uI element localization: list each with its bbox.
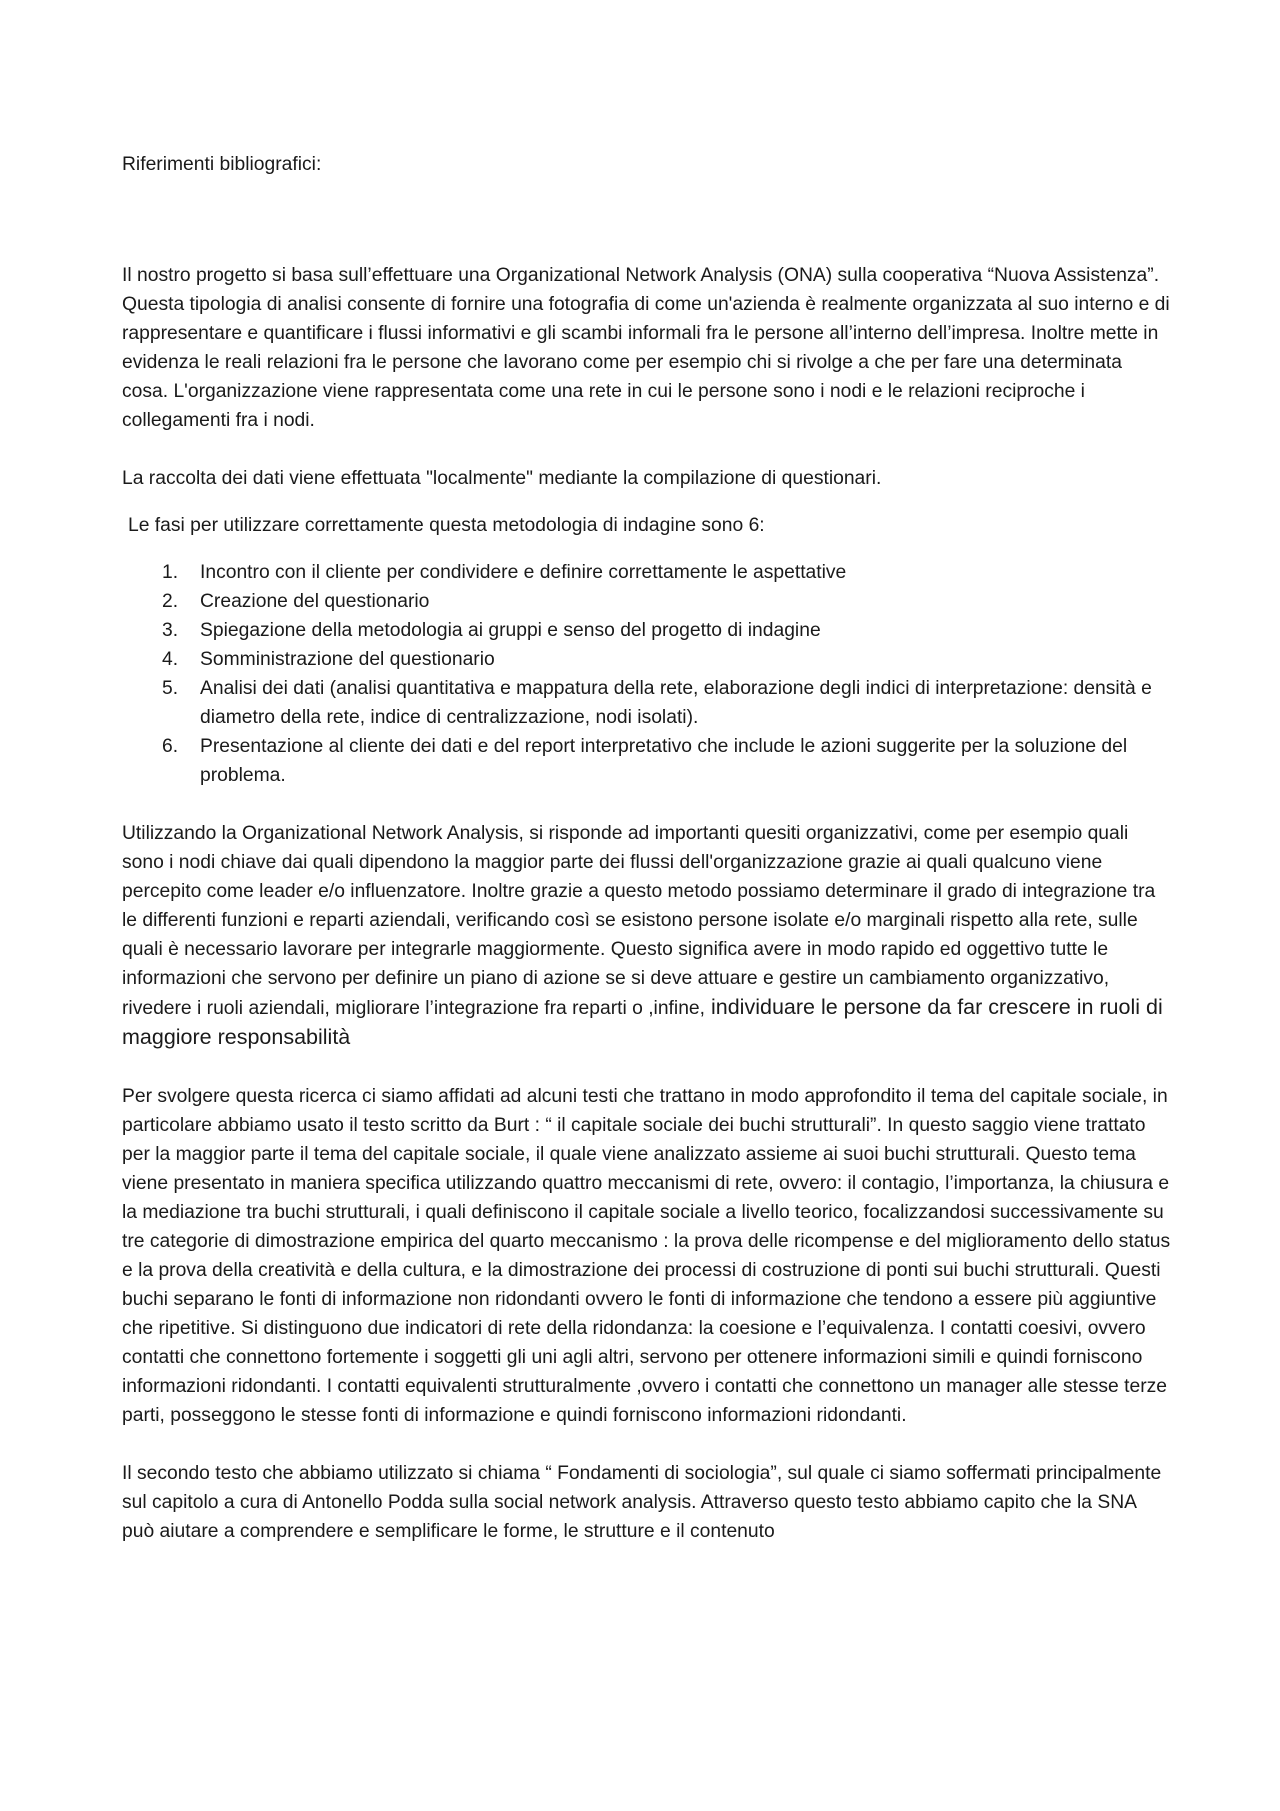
spacer <box>122 1053 1172 1082</box>
ona-paragraph-tail: individuare le persone da far crescere in ruoli di maggiore responsabilità <box>122 995 1163 1049</box>
spacer <box>122 540 1172 558</box>
secondo-paragraph: Il secondo testo che abbiamo utilizzato si chiama “ Fondamenti di sociologia”, sul quale ci siamo soffermati principalmente sul capitolo a cura di Antonello Podda sulla social network analysis. Attraverso questo testo abbiamo capito che la SNA può aiutare a comprendere e semplificare le forme, le strutture e il contenuto <box>122 1463 1162 1542</box>
spacer <box>122 790 1172 819</box>
fasi-intro: Le fasi per utilizzare correttamente questa metodologia di indagine sono 6: <box>128 515 765 536</box>
spacer <box>122 493 1172 511</box>
list-item <box>122 732 1172 790</box>
document-page <box>122 150 1172 1546</box>
intro-paragraph: Il nostro progetto si basa sull’effettuare una Organizational Network Analysis (ONA) sulla cooperativa “Nuova Assistenza”. Questa tipologia di analisi consente di fornire una fotografia di come un'azienda è realmente organizzata al suo interno e di rappresentare e quantificare i flussi informativi e gli scambi informali fra le persone all’interno dell’impresa. Inoltre mette in evidenza le reali relazioni fra le persone che lavorano come per esempio chi si rivolge a che per fare una determinata cosa. L'organizzazione viene rappresentata come una rete in cui le persone sono i nodi e le relazioni reciproche i collegamenti fra i nodi. <box>122 265 1170 431</box>
list-text: Incontro con il cliente per condividere e definire correttamente le aspettative <box>200 562 847 583</box>
list-text: Somministrazione del questionario <box>200 649 495 670</box>
list-text: Presentazione al cliente dei dati e del report interpretativo che include le azioni suggerite per la soluzione del problema. <box>200 736 1128 786</box>
ona-paragraph <box>122 819 1172 1053</box>
list-number: 3. <box>162 620 179 641</box>
spacer <box>122 435 1172 464</box>
list-item <box>122 587 1172 616</box>
list-number: 4. <box>162 649 179 670</box>
list-number: 1. <box>162 562 179 583</box>
list-text: Analisi dei dati (analisi quantitativa e mappatura della rete, elaborazione degli indici di interpretazione: densità e diametro della rete, indice di centralizzazione, nodi isolati). <box>200 678 1152 728</box>
list-item <box>122 674 1172 732</box>
spacer <box>122 1430 1172 1459</box>
steps-list <box>122 558 1172 790</box>
page-heading: Riferimenti bibliografici: <box>122 154 322 175</box>
list-item <box>122 558 1172 587</box>
list-text: Creazione del questionario <box>200 591 430 612</box>
list-item <box>122 645 1172 674</box>
raccolta-paragraph: La raccolta dei dati viene effettuata "localmente" mediante la compilazione di questionari. <box>122 468 882 489</box>
burt-paragraph: Per svolgere questa ricerca ci siamo affidati ad alcuni testi che trattano in modo approfondito il tema del capitale sociale, in particolare abbiamo usato il testo scritto da Burt : “ il capitale sociale dei buchi strutturali”. In questo saggio viene trattato per la maggior parte il tema del capitale sociale, il quale viene analizzato assieme ai suoi buchi strutturali. Questo tema viene presentato in maniera specifica utilizzando quattro meccanismi di rete, ovvero: il contagio, l’importanza, la chiusura e la mediazione tra buchi strutturali, i quali definiscono il capitale sociale a livello teorico, focalizzandosi successivamente su tre categorie di dimostrazione empirica del quarto meccanismo : la prova delle ricompense e del miglioramento dello status e la prova della creatività e della cultura, e la dimostrazione dei processi di costruzione di ponti sui buchi strutturali. Questi buchi separano le fonti di informazione non ridondanti ovvero le fonti di informazione che tendono a essere più aggiuntive che ripetitive. Si distinguono due indicatori di rete della ridondanza: la coesione e l’equivalenza. I contatti coesivi, ovvero contatti che connettono fortemente i soggetti gli uni agli altri, servono per ottenere informazioni simili e quindi forniscono informazioni ridondanti. I contatti equivalenti strutturalmente ,ovvero i contatti che connettono un manager alle stesse terze parti, posseggono le stesse fonti di informazione e quindi forniscono informazioni ridondanti. <box>122 1086 1171 1426</box>
list-number: 5. <box>162 678 179 699</box>
list-number: 2. <box>162 591 179 612</box>
list-number: 6. <box>162 736 179 757</box>
list-item <box>122 616 1172 645</box>
list-text: Spiegazione della metodologia ai gruppi e senso del progetto di indagine <box>200 620 821 641</box>
ona-paragraph-text: Utilizzando la Organizational Network Analysis, si risponde ad importanti quesiti organizzativi, come per esempio quali sono i nodi chiave dai quali dipendono la maggior parte dei flussi dell'organizzazione grazie ai quali qualcuno viene percepito come leader e/o influenzatore. Inoltre grazie a questo metodo possiamo determinare il grado di integrazione tra le differenti funzioni e reparti aziendali, verificando così se esistono persone isolate e/o marginali rispetto alla rete, sulle quali è necessario lavorare per integrarle maggiormente. Questo significa avere in modo rapido ed oggettivo tutte le informazioni che servono per definire un piano di azione se si deve attuare e gestire un cambiamento organizzativo, rivedere i ruoli aziendali, migliorare l’integrazione fra reparti o ,infine, <box>122 823 1156 1019</box>
